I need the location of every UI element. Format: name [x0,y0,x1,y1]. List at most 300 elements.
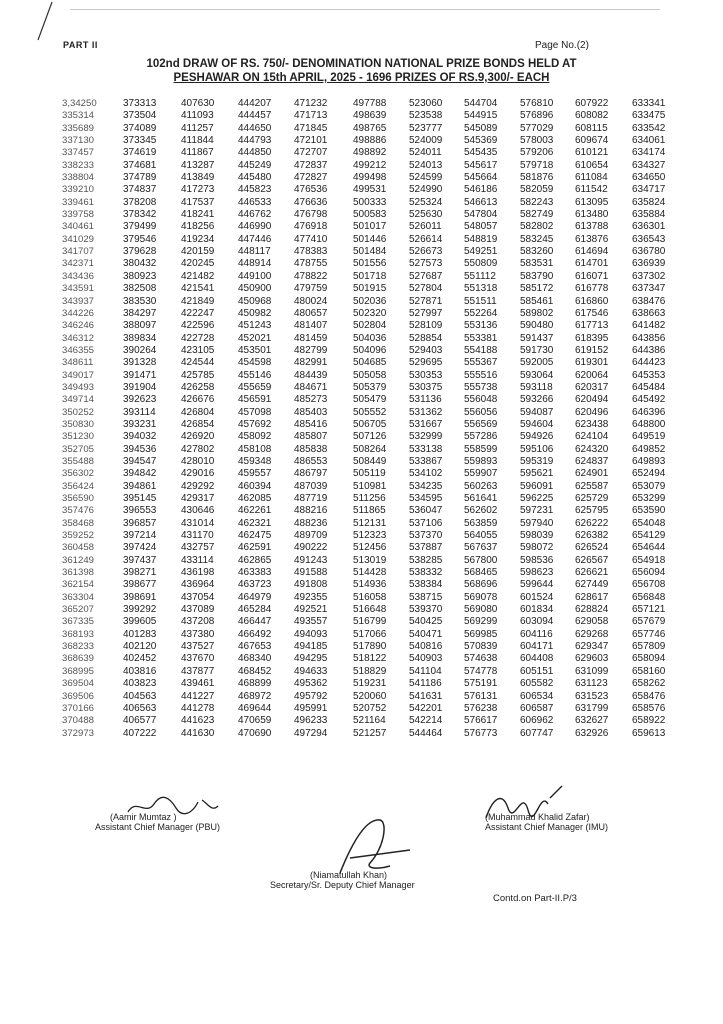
bond-number: 497788 [353,98,387,109]
bond-number: 453501 [238,344,272,356]
bond-number: 648800 [632,418,666,430]
bond-number: 618395 [575,332,609,344]
bond-number: 491243 [294,554,328,566]
bond-number: 486553 [294,455,328,467]
bond-number: 498886 [353,135,387,147]
bond-number: 391904 [123,381,157,393]
bond-number: 498765 [353,122,387,134]
bond-number: 536047 [409,505,443,517]
bond-number: 502804 [353,320,387,332]
bond-number: 358468 [62,517,95,529]
bond-number: 446762 [238,209,272,221]
bond-number: 585461 [520,295,554,307]
bond-number: 633542 [632,122,666,134]
bond-number: 654644 [632,542,666,554]
number-column [294,98,353,740]
bond-number: 356424 [62,480,95,492]
bond-number: 560263 [464,480,498,492]
bond-number: 445480 [238,172,272,184]
bond-number: 356590 [62,493,95,504]
bond-number: 629347 [575,641,609,653]
bond-number: 557286 [464,431,498,443]
bond-number: 464979 [238,591,272,603]
bond-number: 527997 [409,307,443,319]
bond-number: 524011 [409,147,442,159]
bond-number: 514428 [353,567,387,579]
bond-number: 499498 [353,172,387,184]
bond-number: 598623 [520,567,554,579]
bond-number: 569299 [464,616,498,628]
bond-number: 582749 [520,209,554,221]
bond-number: 656094 [632,567,666,579]
bond-number: 465284 [238,604,272,616]
bond-number: 629603 [575,653,609,665]
bond-number: 426920 [181,431,215,443]
bond-number: 372973 [62,727,95,739]
bond-number: 457098 [238,406,272,418]
bond-number: 609674 [575,135,609,147]
bond-number: 467653 [238,641,272,653]
bond-number: 645484 [632,381,666,393]
bond-number: 563859 [464,517,498,529]
bond-number: 654129 [632,530,666,542]
bond-number: 450968 [238,295,272,307]
bond-number: 583245 [520,233,554,245]
bond-number: 564055 [464,530,498,542]
bond-number: 579206 [520,147,554,159]
bond-number: 595621 [520,468,554,480]
bond-number: 486797 [294,468,328,480]
bond-number: 441278 [181,702,215,714]
bond-number: 504096 [353,344,387,356]
bond-number: 538285 [409,554,443,566]
bond-number: 498892 [353,147,387,159]
bond-number: 634650 [632,172,666,184]
bond-number: 545435 [464,147,498,159]
bond-number: 657679 [632,616,666,628]
bond-number: 494633 [294,665,328,677]
bond-number: 429292 [181,480,215,492]
bond-number: 554188 [464,344,498,356]
bond-number: 528109 [409,320,443,332]
bond-number: 437208 [181,616,215,628]
bond-number: 507126 [353,431,387,443]
number-column [353,98,409,740]
bond-number: 589802 [520,307,554,319]
bond-number: 505379 [353,381,387,393]
bond-number: 485403 [294,406,328,418]
bond-number: 380432 [123,258,157,270]
signatory-title: Assistant Chief Manager (IMU) [485,822,609,832]
bond-number: 445823 [238,184,272,196]
bond-number: 626567 [575,554,609,566]
signatory-name: (Aamir Mumtaz ) [110,812,177,822]
bond-number: 530353 [409,369,443,381]
bond-number: 506705 [353,418,387,430]
bond-number: 531362 [409,406,443,418]
bond-number: 446990 [238,221,272,233]
bond-number: 341029 [62,233,95,245]
bond-number: 468899 [238,678,272,690]
bond-number: 478755 [294,258,328,270]
bond-number: 346312 [62,332,95,344]
bond-number: 462865 [238,554,272,566]
signatory-title: Assistant Chief Manager (PBU) [95,822,221,832]
bond-number: 631523 [575,690,609,702]
bond-number: 501017 [353,221,387,233]
bond-number: 542201 [409,702,443,714]
bond-number: 528854 [409,332,443,344]
bond-number: 457692 [238,418,272,430]
bond-number: 631123 [575,678,608,690]
bond-number: 492521 [294,604,328,616]
bond-number: 419234 [181,233,215,245]
bond-number: 341707 [62,246,95,258]
bond-number: 404563 [123,690,157,702]
bond-number: 527573 [409,258,443,270]
bond-number: 656708 [632,579,666,591]
bond-number: 399605 [123,616,157,628]
bond-number: 517066 [353,628,387,640]
pen-stroke-mark [30,0,70,45]
bond-number: 394842 [123,468,157,480]
bond-number: 658576 [632,702,666,714]
bond-number: 373313 [123,98,157,109]
bond-number: 502036 [353,295,387,307]
continued-note: Contd.on Part-II.P/3 [493,893,577,904]
bond-number: 643856 [632,332,666,344]
bond-number: 485807 [294,431,328,443]
bond-number: 519231 [353,678,387,690]
bond-number: 394861 [123,480,157,492]
bond-number: 456591 [238,394,272,406]
bond-number: 441630 [181,727,215,739]
bond-number: 344226 [62,307,95,319]
bond-number: 620064 [575,369,609,381]
bond-number: 504036 [353,332,387,344]
bond-number: 463723 [238,579,272,591]
bond-number: 437527 [181,641,215,653]
bond-number: 369506 [62,690,95,702]
bond-number: 631099 [575,665,609,677]
bond-number: 596225 [520,493,554,504]
bond-number: 471845 [294,122,328,134]
bond-number: 582802 [520,221,554,233]
bond-number: 495362 [294,678,328,690]
bond-number: 437380 [181,628,215,640]
bond-number: 490222 [294,542,328,554]
bond-number: 398691 [123,591,157,603]
bond-number: 479759 [294,283,328,295]
bond-number: 472837 [294,159,328,171]
bond-number: 511865 [353,505,386,517]
bond-number: 629268 [575,628,609,640]
bond-number: 620494 [575,394,609,406]
bond-number: 645492 [632,394,666,406]
bond-number: 488216 [294,505,328,517]
bond-number: 428010 [181,455,215,467]
bond-number: 658262 [632,678,666,690]
bond-number: 338233 [62,159,95,171]
bond-number: 559893 [464,455,498,467]
bond-number: 524009 [409,135,443,147]
bond-number: 645353 [632,369,666,381]
bond-number: 624837 [575,455,609,467]
bond-number: 389834 [123,332,157,344]
signatory-title: Secretary/Sr. Deputy Chief Manager [270,880,415,890]
bond-number: 532999 [409,431,443,443]
scan-edge-line [70,9,660,10]
bond-number: 625587 [575,480,609,492]
bond-number: 417273 [181,184,215,196]
bond-number: 626621 [575,567,609,579]
bond-number: 575191 [464,678,498,690]
bond-number: 343436 [62,270,95,282]
bond-number: 510981 [353,480,387,492]
bond-number: 374681 [123,159,157,171]
bond-number: 459557 [238,468,272,480]
bond-number: 636301 [632,221,666,233]
bond-number: 494295 [294,653,328,665]
bond-number: 373345 [123,135,157,147]
bond-number: 468452 [238,665,272,677]
bond-number: 658094 [632,653,666,665]
signatory-name: (Niamatullah Khan) [310,870,388,880]
bond-number: 445249 [238,159,272,171]
bond-number: 524990 [409,184,443,196]
bond-number: 498639 [353,110,387,122]
bond-number: 403823 [123,678,157,690]
bond-number: 658476 [632,690,666,702]
bond-number: 553136 [464,320,498,332]
bond-number: 658922 [632,715,666,727]
bond-number: 495792 [294,690,328,702]
bond-number: 369504 [62,678,95,690]
bond-number: 653079 [632,480,666,492]
bond-number: 561641 [464,493,498,504]
signatory-name: (Muhammad Khalid Zafar) [485,812,590,822]
bond-number: 477410 [294,233,328,245]
bond-number: 379628 [123,246,157,258]
bond-number: 508264 [353,443,387,455]
bond-number: 548819 [464,233,498,245]
bond-number: 392623 [123,394,157,406]
bond-number: 359252 [62,530,95,542]
bond-number: 576810 [520,98,554,109]
bond-number: 471713 [294,110,328,122]
bond-number: 420159 [181,246,215,258]
bond-number: 455659 [238,381,272,393]
bond-number: 398271 [123,567,157,579]
bond-number: 406577 [123,715,157,727]
bond-number: 583790 [520,270,554,282]
bond-number: 608115 [575,122,608,134]
bond-number: 463383 [238,567,272,579]
bond-number: 626222 [575,517,609,529]
bond-number: 525324 [409,196,443,208]
bond-number: 556569 [464,418,498,430]
bond-number: 418256 [181,221,215,233]
bond-number: 533867 [409,455,443,467]
bond-number: 370488 [62,715,95,727]
bond-number: 501556 [353,258,387,270]
bond-number: 349493 [62,381,95,393]
bond-number: 583531 [520,258,554,270]
bond-number: 462591 [238,542,272,554]
bond-number: 520060 [353,690,387,702]
bond-number: 488236 [294,517,328,529]
bond-number: 396553 [123,505,157,517]
bond-number: 487719 [294,493,328,504]
bond-number: 516648 [353,604,387,616]
bond-number: 581876 [520,172,554,184]
bond-number: 578003 [520,135,554,147]
bond-number: 521257 [353,727,387,739]
bond-number: 635824 [632,196,666,208]
bond-number: 570839 [464,641,498,653]
bond-number: 593118 [520,381,553,393]
bond-number: 617713 [575,320,609,332]
bond-number: 537370 [409,530,443,542]
bond-number: 537106 [409,517,443,529]
bond-number: 437089 [181,604,215,616]
bond-number: 558599 [464,443,498,455]
bond-number: 444793 [238,135,272,147]
bond-number: 485838 [294,443,328,455]
bond-number: 632926 [575,727,609,739]
bond-number: 373504 [123,110,157,122]
bond-number: 634327 [632,159,666,171]
bond-number: 632627 [575,715,609,727]
bond-number: 518122 [353,653,387,665]
bond-number: 574778 [464,665,498,677]
bond-number: 604116 [520,628,553,640]
bond-number: 397214 [123,530,157,542]
bond-number: 553381 [464,332,498,344]
bond-number: 616860 [575,295,609,307]
bond-number: 407630 [181,98,215,109]
bond-number: 493557 [294,616,328,628]
bond-number: 613095 [575,196,609,208]
bond-number: 616778 [575,283,609,295]
bond-number: 545089 [464,122,498,134]
bond-number: 576896 [520,110,554,122]
bond-number: 598536 [520,554,554,566]
bond-number: 628617 [575,591,609,603]
bond-number: 556048 [464,394,498,406]
bond-number: 499531 [353,184,387,196]
bond-number: 577029 [520,122,554,134]
bond-number: 411093 [181,110,214,122]
bond-number: 439461 [181,678,215,690]
bond-number: 654918 [632,554,666,566]
bond-number: 598039 [520,530,554,542]
bond-number: 562602 [464,505,498,517]
signature-block-pbu [95,812,221,832]
bond-number: 476918 [294,221,328,233]
bond-number: 516058 [353,591,387,603]
bond-number: 395145 [123,493,157,504]
bond-number: 527871 [409,295,443,307]
bond-number: 448914 [238,258,272,270]
bond-number: 472101 [294,135,328,147]
number-column [62,98,123,740]
bond-number: 631799 [575,702,609,714]
number-column [238,98,294,740]
bond-number: 641482 [632,320,666,332]
bond-number: 379499 [123,221,157,233]
bond-number: 568465 [464,567,498,579]
bond-number: 569078 [464,591,498,603]
bond-number: 634061 [632,135,666,147]
bond-number: 611542 [575,184,608,196]
bond-number: 339210 [62,184,95,196]
bond-number: 606587 [520,702,554,714]
bond-number: 649893 [632,455,666,467]
bond-number: 637302 [632,270,666,282]
bond-number: 501915 [353,283,387,295]
bond-number: 644386 [632,344,666,356]
bond-number: 516799 [353,616,387,628]
bond-number: 363304 [62,591,95,603]
signature-scribble-3 [320,808,430,878]
bond-number: 340461 [62,221,95,233]
bond-number: 523538 [409,110,443,122]
bond-number: 576617 [464,715,498,727]
bond-number: 337130 [62,135,95,147]
bond-number: 346246 [62,320,95,332]
bond-number: 436964 [181,579,215,591]
bond-number: 466447 [238,616,272,628]
bond-number: 396857 [123,517,157,529]
bond-number: 466492 [238,628,272,640]
bond-number: 526614 [409,233,443,245]
bond-number: 591437 [520,332,554,344]
bond-number: 429016 [181,468,215,480]
bond-number: 652494 [632,468,666,480]
bond-number: 425785 [181,369,215,381]
document-title-line2 [0,72,723,84]
bond-number: 606962 [520,715,554,727]
bond-number: 496233 [294,715,328,727]
bond-number: 421482 [181,270,215,282]
bond-number: 370166 [62,702,95,714]
signature-block-imu [485,812,608,832]
bond-number: 450982 [238,307,272,319]
signature-block-secretary [270,870,415,890]
bond-number: 594604 [520,418,554,430]
bond-number: 403816 [123,665,157,677]
bond-number: 524013 [409,159,443,171]
bond-number: 604408 [520,653,554,665]
bond-number: 418241 [181,209,215,221]
bond-number: 427802 [181,443,215,455]
bond-number: 540425 [409,616,443,628]
bond-number: 417537 [181,196,215,208]
bond-number: 649852 [632,443,666,455]
bond-number: 601524 [520,591,554,603]
bond-number: 480657 [294,307,328,319]
bond-number: 604171 [520,641,554,653]
bond-number: 539370 [409,604,443,616]
bond-number: 378342 [123,209,157,221]
bond-number: 598072 [520,542,554,554]
bond-number: 541186 [409,678,442,690]
bond-number: 568696 [464,579,498,591]
bond-number: 368995 [62,665,95,677]
bond-number: 550809 [464,258,498,270]
bond-number: 401283 [123,628,157,640]
